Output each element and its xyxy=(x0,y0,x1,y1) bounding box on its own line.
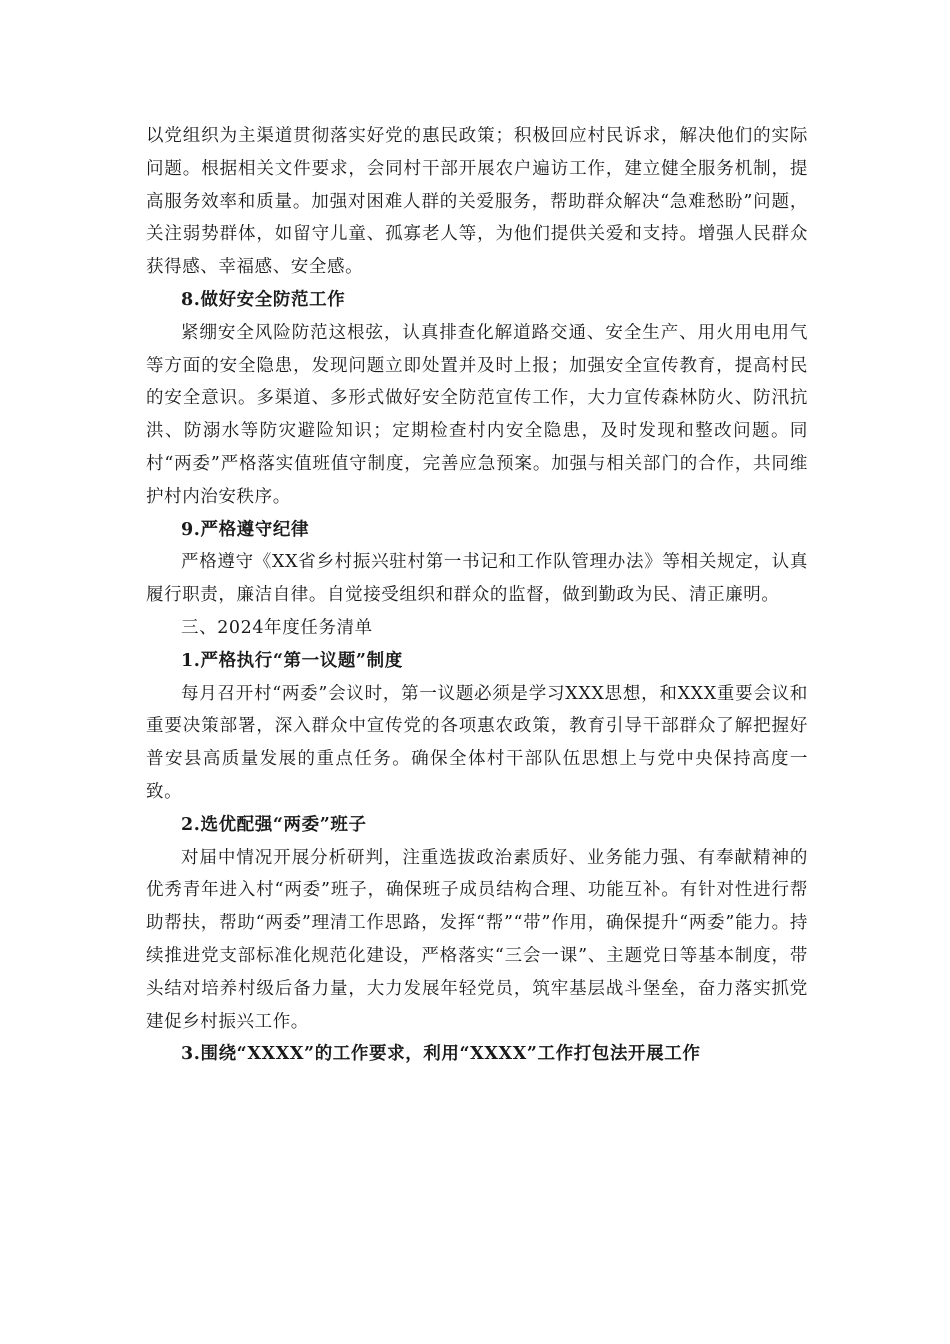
heading-first-topic-system: 1.严格执行“第一议题”制度 xyxy=(181,650,403,671)
heading-work-package-method: 3.围绕“XXXX”的工作要求，利用“XXXX”工作打包法开展工作 xyxy=(181,1044,701,1065)
paragraph-two-committees: 对届中情况开展分析研判，注重选拔政治素质好、业务能力强、有奉献精神的优秀青年进入村“两委”班子，确保班子成员结构合理、功能互补。有针对性进行帮助帮扶，帮助“两委”理清工作思路，发挥“帮”“带”作用，确保提升“两委”能力。持续推进党支部标准化规范化建设，严格落实“三会一课”、主题党日等基本制度，带头结对培养村级后备力量，大力发展年轻党员，筑牢基层战斗堡垒，奋力落实抓党建促乡村振兴工作。 xyxy=(146,847,808,1032)
document-body xyxy=(146,120,808,1071)
paragraph-discipline: 严格遵守《XX省乡村振兴驻村第一书记和工作队管理办法》等相关规定，认真履行职责，廉洁自律。自觉接受组织和群众的监督，做到勤政为民、清正廉明。 xyxy=(146,552,808,606)
section-title-task-list: 三、2024年度任务清单 xyxy=(181,617,373,638)
paragraph-safety-prevention: 紧绷安全风险防范这根弦，认真排查化解道路交通、安全生产、用火用电用气等方面的安全隐患，发现问题立即处置并及时上报；加强安全宣传教育，提高村民的安全意识。多渠道、多形式做好安全防范宣传工作，大力宣传森林防火、防汛抗洪、防溺水等防灾避险知识；定期检查村内安全隐患，及时发现和整改问题。同村“两委”严格落实值班值守制度，完善应急预案。加强与相关部门的合作，共同维护村内治安秩序。 xyxy=(146,322,808,507)
paragraph-first-topic-system: 每月召开村“两委”会议时，第一议题必须是学习XXX思想，和XXX重要会议和重要决策部署，深入群众中宣传党的各项惠农政策，教育引导干部群众了解把握好普安县高质量发展的重点任务。确保全体村干部队伍思想上与党中央保持高度一致。 xyxy=(146,683,808,802)
paragraph-service-work: 以党组织为主渠道贯彻落实好党的惠民政策；积极回应村民诉求，解决他们的实际问题。根据相关文件要求，会同村干部开展农户遍访工作，建立健全服务机制，提高服务效率和质量。加强对困难人群的关爱服务，帮助群众解决“急难愁盼”问题，关注弱势群体，如留守儿童、孤寡老人等，为他们提供关爱和支持。增强人民群众获得感、幸福感、安全感。 xyxy=(146,126,808,278)
heading-safety-prevention: 8.做好安全防范工作 xyxy=(181,289,346,310)
heading-two-committees: 2.选优配强“两委”班子 xyxy=(181,814,367,835)
heading-discipline: 9.严格遵守纪律 xyxy=(181,519,310,540)
